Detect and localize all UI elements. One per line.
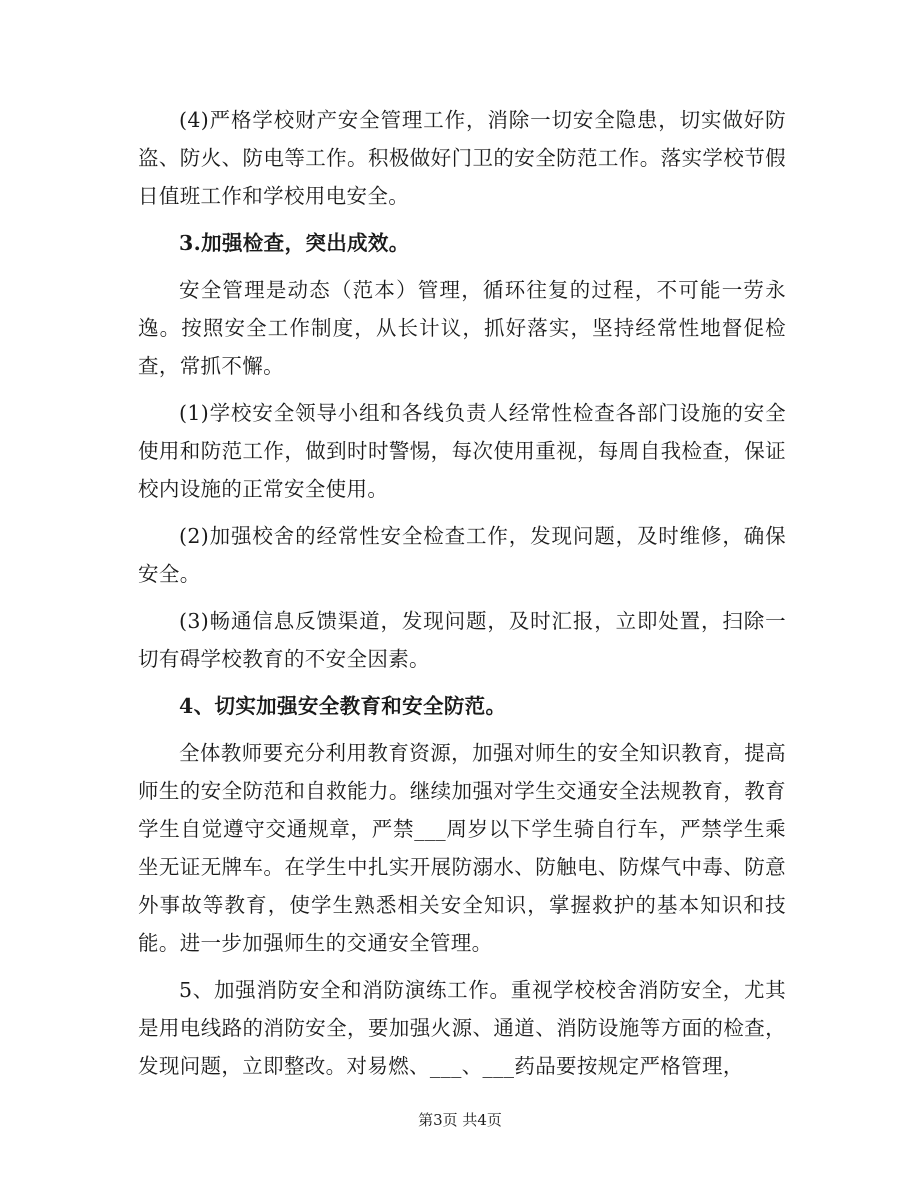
- document-body: [138, 101, 786, 1094]
- paragraph-information-feedback: (3)畅通信息反馈渠道，发现问题，及时汇报，立即处置，扫除一切有碍学校教育的不安全因素。: [138, 609, 786, 671]
- paragraph-dynamic-management: 安全管理是动态（范本）管理，循环往复的过程，不可能一劳永逸。按照安全工作制度，从长计议，抓好落实，坚持经常性地督促检查，常抓不懈。: [138, 278, 786, 378]
- paragraph-building-inspection: (2)加强校舍的经常性安全检查工作，发现问题，及时维修，确保安全。: [138, 524, 786, 586]
- paragraph-property-safety: (4)严格学校财产安全管理工作，消除一切安全隐患，切实做好防盗、防火、防电等工作。积极做好门卫的安全防范工作。落实学校节假日值班工作和学校用电安全。: [138, 108, 786, 208]
- paragraph-leadership-inspection: (1)学校安全领导小组和各线负责人经常性检查各部门设施的安全使用和防范工作，做到时时警惕，每次使用重视，每周自我检查，保证校内设施的正常安全使用。: [138, 401, 786, 501]
- heading-inspection: 3.加强检查，突出成效。: [179, 231, 410, 255]
- paragraph-fire-safety: 5、加强消防安全和消防演练工作。重视学校校舍消防安全，尤其是用电线路的消防安全，要加强火源、通道、消防设施等方面的检查，发现问题，立即整改。对易燃、___、___药品要按规定严格管理，: [138, 978, 786, 1078]
- heading-safety-education: 4、切实加强安全教育和安全防范。: [179, 694, 507, 718]
- page-number-footer: 第3页 共4页: [418, 1111, 502, 1129]
- paragraph-teacher-education: 全体教师要充分利用教育资源，加强对师生的安全知识教育，提高师生的安全防范和自救能力。继续加强对学生交通安全法规教育，教育学生自觉遵守交通规章，严禁___周岁以下学生骑自行车，严禁学生乘坐无证无牌车。在学生中扎实开展防溺水、防触电、防煤气中毒、防意外事故等教育，使学生熟悉相关安全知识，掌握救护的基本知识和技能。进一步加强师生的交通安全管理。: [138, 741, 786, 955]
